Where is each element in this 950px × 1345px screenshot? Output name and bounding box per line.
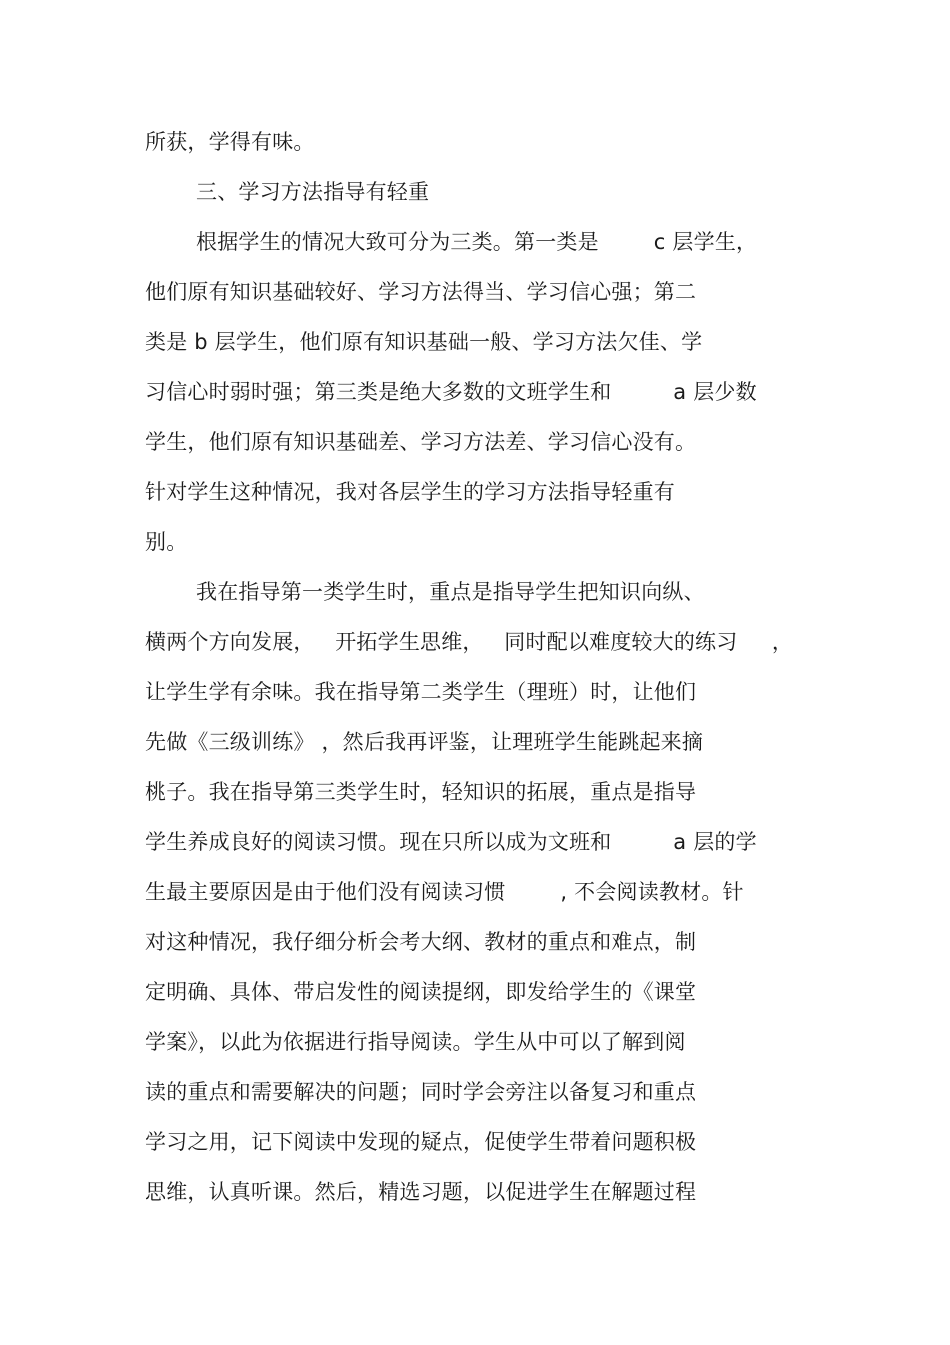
text-line: 生最主要原因是由于他们没有阅读习惯 , 不会阅读教材。针	[145, 880, 744, 904]
text-line: 学案》，以此为依据进行指导阅读。学生从中可以了解到阅	[145, 1030, 686, 1054]
text-line: 类是 b 层学生，他们原有知识基础一般、学习方法欠佳、学	[145, 330, 703, 354]
text-line: 定明确、具体、带启发性的阅读提纲，即发给学生的《课堂	[145, 980, 697, 1004]
text-line: 他们原有知识基础较好、学习方法得当、学习信心强；第二	[145, 280, 697, 304]
text-line: 学习之用，记下阅读中发现的疑点，促使学生带着问题积极	[145, 1130, 697, 1154]
text-line: 横两个方向发展， 开拓学生思维， 同时配以难度较大的练习 ，	[145, 630, 794, 654]
text-line: 学生养成良好的阅读习惯。现在只所以成为文班和 a 层的学	[145, 830, 757, 854]
text-line: 思维，认真听课。然后，精选习题，以促进学生在解题过程	[145, 1180, 697, 1204]
text-line: 学生，他们原有知识基础差、学习方法差、学习信心没有。	[145, 430, 697, 454]
text-line: 我在指导第一类学生时，重点是指导学生把知识向纵、	[196, 580, 705, 604]
text-line: 针对学生这种情况，我对各层学生的学习方法指导轻重有	[145, 480, 675, 504]
text-line: 桃子。我在指导第三类学生时，轻知识的拓展，重点是指导	[145, 780, 697, 804]
text-line: 让学生学有余味。我在指导第二类学生（理班）时，让他们	[145, 680, 697, 704]
text-line: 对这种情况，我仔细分析会考大纲、教材的重点和难点，制	[145, 930, 697, 954]
section-heading: 三、学习方法指导有轻重	[196, 180, 430, 204]
text-line: 读的重点和需要解决的问题；同时学会旁注以备复习和重点	[145, 1080, 697, 1104]
text-line: 根据学生的情况大致可分为三类。第一类是 c 层学生，	[196, 230, 758, 254]
text-line: 习信心时弱时强；第三类是绝大多数的文班学生和 a 层少数	[145, 380, 757, 404]
text-line: 先做《三级训练》 ，然后我再评鉴，让理班学生能跳起来摘	[145, 730, 704, 754]
text-line: 所获，学得有味。	[145, 130, 315, 154]
text-line: 别。	[145, 530, 188, 554]
